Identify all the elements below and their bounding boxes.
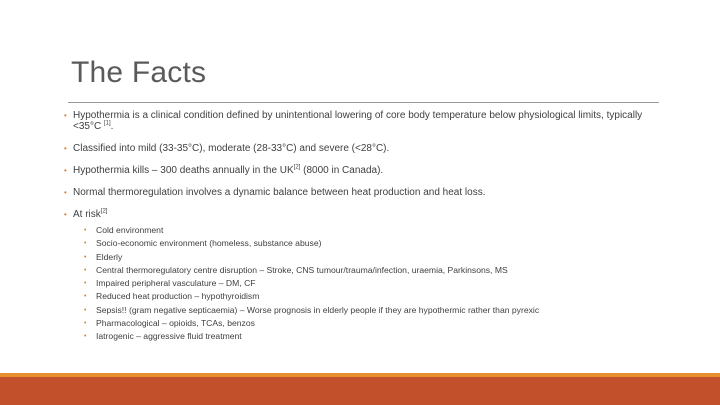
list-item: [73, 224, 664, 237]
citation: [2]: [293, 164, 301, 171]
list-item: [73, 277, 664, 290]
risk-factor-list: [73, 224, 664, 344]
list-item: [73, 251, 664, 264]
bullet-thermoregulation: [64, 187, 664, 198]
citation: [2]: [100, 208, 108, 215]
bullet-marker: •: [84, 280, 87, 288]
bullet-text: At risk: [73, 209, 101, 220]
list-item-text: Pharmacological – opioids, TCAs, benzos: [96, 318, 255, 329]
list-item-text: Reduced heat production – hypothyroidism: [96, 291, 260, 302]
bullet-marker: •: [84, 266, 87, 274]
slide-title: The Facts: [71, 56, 207, 89]
title-divider: [68, 102, 659, 103]
bullet-text: Hypothermia kills – 300 deaths annually in the UK: [73, 165, 294, 176]
bullet-marker: •: [84, 320, 87, 328]
bullet-marker: •: [84, 253, 87, 261]
list-item: [73, 290, 664, 303]
bullet-marker: •: [64, 210, 67, 219]
list-item-text: Elderly: [96, 251, 123, 262]
list-item: [73, 304, 664, 317]
bullet-text: Normal thermoregulation involves a dynamic balance between heat production and heat loss.: [73, 187, 486, 198]
bullet-definition: [64, 110, 664, 132]
list-item-text: Cold environment: [96, 225, 164, 235]
bullet-marker: •: [84, 240, 87, 248]
bullet-marker: •: [84, 227, 87, 234]
bullet-mortality: [64, 165, 664, 176]
bullet-marker: •: [64, 188, 67, 197]
list-item: [73, 237, 664, 250]
list-item-text: Sepsis!! (gram negative septicaemia) – Worse prognosis in elderly people if they are hypothermic rather than pyrexic: [96, 304, 540, 315]
list-item-text: Iatrogenic – aggressive fluid treatment: [96, 331, 242, 342]
list-item-text: Impaired peripheral vasculature – DM, CF: [96, 278, 256, 289]
list-item-text: Socio-economic environment (homeless, substance abuse): [96, 238, 322, 249]
list-item: [73, 317, 664, 330]
bullet-marker: •: [64, 144, 67, 153]
bullet-text: Hypothermia is a clinical condition defined by unintentional lowering of core body temperature below physiological limits, typically <35°C: [73, 110, 643, 132]
bullet-text-tail: (8000 in Canada).: [300, 165, 384, 176]
bullet-marker: •: [84, 306, 87, 314]
bullet-marker: •: [84, 333, 87, 341]
slide-body: [64, 110, 664, 344]
list-item: [73, 330, 664, 343]
bullet-marker: •: [64, 166, 67, 175]
bullet-classification: [64, 143, 664, 154]
bullet-marker: •: [84, 293, 87, 301]
bullet-marker: •: [64, 111, 67, 120]
list-item: [73, 264, 664, 277]
citation: [1]: [103, 120, 111, 127]
bullet-at-risk: [64, 209, 664, 344]
bullet-text-tail: .: [110, 121, 114, 132]
list-item-text: Central thermoregulatory centre disruption – Stroke, CNS tumour/trauma/infection, uraemia, Parkinsons, MS: [96, 264, 508, 275]
bullet-text: Classified into mild (33-35°C), moderate (28-33°C) and severe (<28°C).: [73, 143, 390, 154]
footer-band: [0, 377, 720, 405]
